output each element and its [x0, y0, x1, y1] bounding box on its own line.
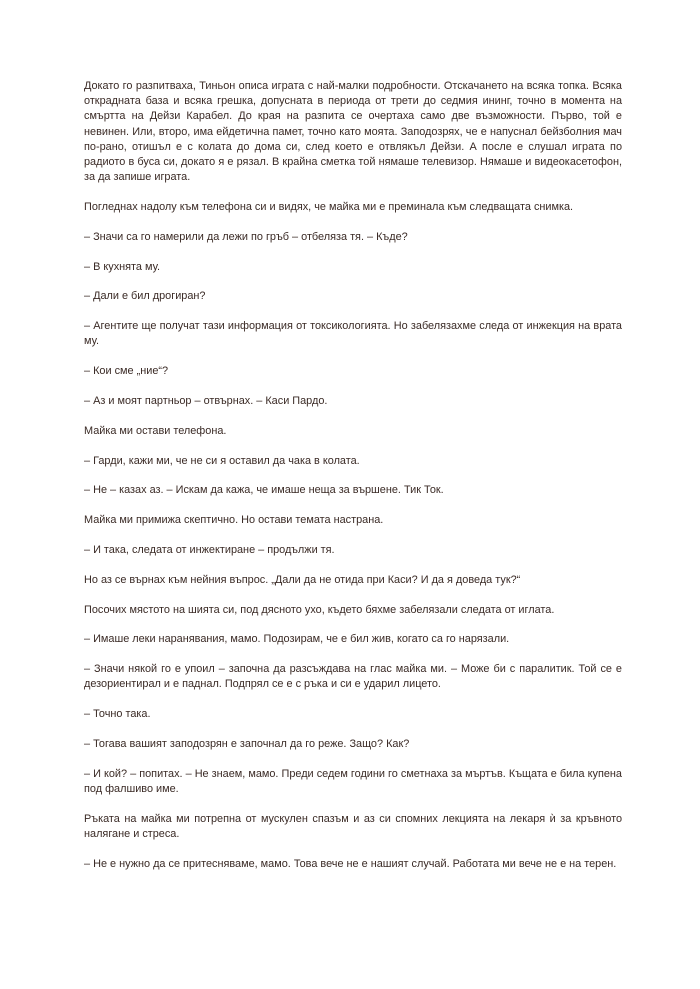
paragraph-17: – Значи някой го е упоил – започна да разсъждава на глас майка ми. – Може би с паралитик. Той се е дезориентирал и е паднал. Подпрял се е с ръка и си е ударил лицето.: [84, 663, 622, 691]
paragraph-3: – Значи са го намерили да лежи по гръб – отбеляза тя. – Къде?: [84, 230, 408, 243]
paragraph-10: – Гарди, кажи ми, че не си я оставил да чака в колата.: [84, 454, 360, 467]
paragraph-20: – И кой? – попитах. – Не знаем, мамо. Преди седем години го сметнаха за мъртъв. Къщата е била купена под фалшиво име.: [84, 767, 622, 795]
paragraph-21: Ръката на майка ми потрепна от мускулен спазъм и аз си спомних лекцията на лекаря ѝ за кръвното налягане и стреса.: [84, 812, 622, 840]
paragraph-22: – Не е нужно да се притесняваме, мамо. Това вече не е нашият случай. Работата ми вече не е на терен.: [84, 857, 617, 870]
paragraph-19: – Тогава вашият заподозрян е започнал да го реже. Защо? Как?: [84, 737, 410, 750]
paragraph-16: – Имаше леки наранявания, мамо. Подозирам, че е бил жив, когато са го нарязали.: [84, 633, 510, 646]
paragraph-8: – Аз и моят партньор – отвърнах. – Каси Пардо.: [84, 395, 328, 407]
paragraph-7: – Кои сме „ние“?: [84, 365, 169, 378]
paragraph-6: – Агентите ще получат тази информация от токсикологията. Но забелязахме следа от инжекция на врата му.: [84, 320, 622, 348]
paragraph-2: Погледнах надолу към телефона си и видях, че майка ми е преминала към следващата снимка.: [84, 201, 574, 214]
paragraph-12: Майка ми примижа скептично. Но остави темата настрана.: [84, 514, 384, 527]
paragraph-11: – Не – казах аз. – Искам да кажа, че имаше неща за вършене. Тик Ток.: [84, 484, 444, 497]
paragraph-18: – Точно така.: [84, 708, 151, 721]
paragraph-1: Докато го разпитваха, Тиньон описа играта с най-малки подробности. Отскачането на всяка топка. Всяка открадната база и всяка грешка, допусната в периода от трети до седмия ининг, точно в момента на смъртта на Дейзи Карабел. До края на разпита се очертаха само две възможности. Първо, той е невинен. Или, второ, има ейдетична памет, точно като моята. Заподозрях, че е напуснал бейзболния мач по-рано, отишъл е с колата до дома си, след което е отвлякъл Дейзи. А после е слушал играта по радиото в буса си, докато я е рязал. В крайна сметка той нямаше телевизор. Нямаше и видеокасетофон, за да запише играта.: [84, 80, 622, 184]
document-body: [84, 79, 622, 887]
paragraph-13: – И така, следата от инжектиране – продължи тя.: [84, 543, 335, 556]
paragraph-15: Посочих мястото на шията си, под дясното ухо, където бяхме забелязали следата от иглата.: [84, 603, 555, 616]
paragraph-4: – В кухнята му.: [84, 260, 160, 273]
paragraph-14: Но аз се върнах към нейния въпрос. „Дали да не отида при Каси? И да я доведа тук?“: [84, 573, 521, 586]
paragraph-5: – Дали е бил дрогиран?: [84, 290, 206, 303]
paragraph-9: Майка ми остави телефона.: [84, 424, 227, 437]
